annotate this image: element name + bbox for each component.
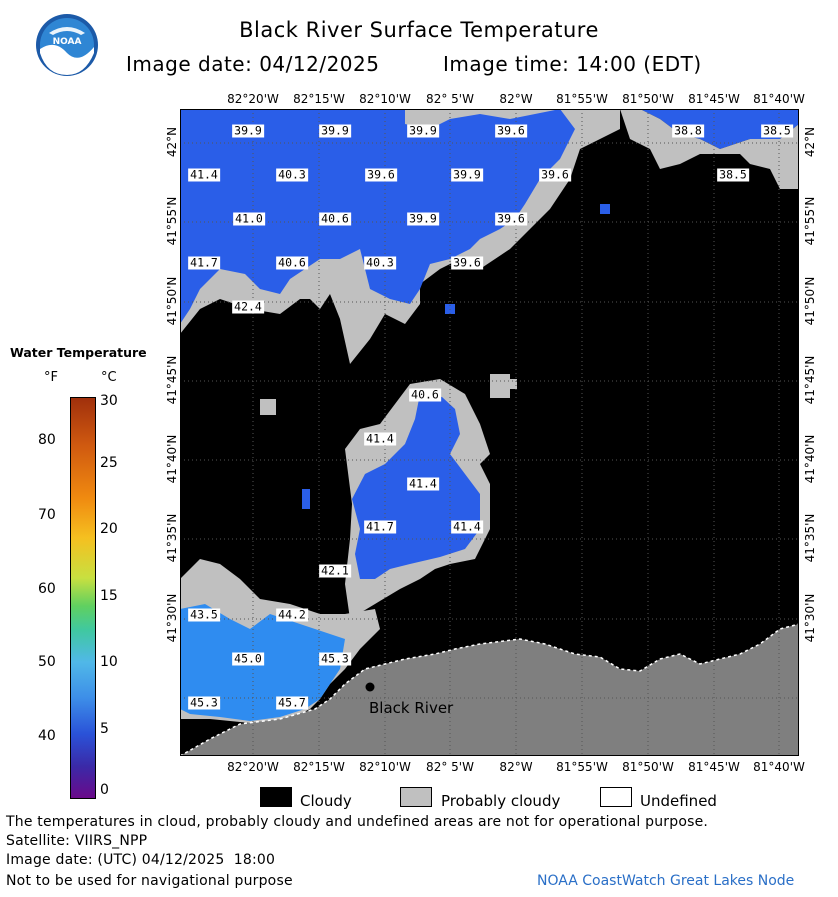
temperature-value: 41.7: [366, 519, 394, 534]
latitude-label: 42°N: [165, 126, 179, 158]
longitude-label: 82°10'W: [359, 760, 411, 774]
legend-c-tick: 5: [100, 721, 109, 737]
temperature-value: 41.4: [366, 431, 394, 446]
legend-f-tick: 40: [38, 728, 56, 744]
map-frame: [180, 109, 799, 756]
legend-c-tick: 15: [100, 588, 118, 604]
longitude-label: 81°45'W: [688, 92, 740, 106]
probably-cloudy-label: Probably cloudy: [441, 792, 561, 810]
longitude-label: 82° 5'W: [426, 760, 474, 774]
temperature-value: 39.9: [321, 123, 349, 138]
latitude-label: 41°45'N: [803, 355, 817, 405]
latitude-label: 42°N: [803, 126, 817, 158]
longitude-label: 82°15'W: [293, 92, 345, 106]
latitude-label: 41°30'N: [803, 593, 817, 643]
longitude-label: 82°W: [499, 92, 533, 106]
longitude-label: 82°10'W: [359, 92, 411, 106]
cloudy-label: Cloudy: [300, 792, 352, 810]
temperature-value: 39.6: [541, 167, 569, 182]
latitude-label: 41°35'N: [803, 513, 817, 563]
legend-unit-f: °F: [44, 370, 58, 385]
legend-f-tick: 50: [38, 654, 56, 670]
temperature-value: 38.8: [674, 123, 702, 138]
temperature-value: 40.3: [366, 255, 394, 270]
cloudy-swatch: [260, 787, 292, 807]
disclaimer-text: The temperatures in cloud, probably cloudy and undefined areas are not for operational purpose.: [6, 814, 709, 830]
temperature-value: 43.5: [190, 607, 218, 622]
longitude-label: 81°50'W: [622, 92, 674, 106]
svg-text:NOAA: NOAA: [52, 37, 82, 47]
latitude-label: 41°40'N: [803, 434, 817, 484]
latitude-label: 41°35'N: [165, 513, 179, 563]
longitude-label: 82°W: [499, 760, 533, 774]
temperature-colorbar: [70, 397, 96, 799]
longitude-label: 82° 5'W: [426, 92, 474, 106]
temperature-value: 42.1: [321, 563, 349, 578]
temperature-value: 39.9: [409, 123, 437, 138]
undefined-swatch: [600, 787, 632, 807]
undefined-label: Undefined: [640, 792, 717, 810]
latitude-label: 41°50'N: [165, 276, 179, 326]
image-time: Image time: 14:00 (EDT): [443, 52, 702, 76]
legend-c-tick: 25: [100, 455, 118, 471]
legend-f-tick: 80: [38, 432, 56, 448]
latitude-label: 41°55'N: [165, 196, 179, 246]
longitude-label: 82°20'W: [227, 760, 279, 774]
temperature-value: 40.6: [321, 211, 349, 226]
temperature-value: 45.7: [278, 695, 306, 710]
longitude-label: 81°45'W: [688, 760, 740, 774]
temperature-value: 40.6: [411, 387, 439, 402]
image-date: Image date: 04/12/2025: [126, 52, 380, 76]
temperature-value: 39.6: [367, 167, 395, 182]
temperature-value: 45.0: [234, 651, 262, 666]
latitude-label: 41°50'N: [803, 276, 817, 326]
temperature-value: 39.9: [453, 167, 481, 182]
longitude-label: 81°55'W: [556, 760, 608, 774]
temperature-value: 39.6: [453, 255, 481, 270]
legend-f-tick: 60: [38, 581, 56, 597]
temperature-value: 44.2: [278, 607, 306, 622]
longitude-label: 81°40'W: [753, 760, 805, 774]
temperature-value: 41.4: [190, 167, 218, 182]
longitude-label: 81°40'W: [753, 92, 805, 106]
black-river-label: Black River: [369, 699, 454, 717]
longitude-label: 81°50'W: [622, 760, 674, 774]
legend-c-tick: 20: [100, 521, 118, 537]
latitude-label: 41°45'N: [165, 355, 179, 405]
longitude-label: 82°15'W: [293, 760, 345, 774]
legend-unit-c: °C: [101, 370, 117, 385]
temperature-value: 41.4: [453, 519, 481, 534]
legend-f-tick: 70: [38, 507, 56, 523]
temperature-value: 45.3: [321, 651, 349, 666]
longitude-label: 82°20'W: [227, 92, 279, 106]
latitude-label: 41°30'N: [165, 593, 179, 643]
latitude-label: 41°40'N: [165, 434, 179, 484]
temperature-value: 40.6: [278, 255, 306, 270]
legend-c-tick: 10: [100, 654, 118, 670]
legend-title: Water Temperature: [10, 345, 147, 360]
temperature-value: 39.9: [409, 211, 437, 226]
page-title: Black River Surface Temperature: [239, 18, 599, 42]
temperature-value: 39.9: [234, 123, 262, 138]
legend-c-tick: 0: [100, 782, 109, 798]
temperature-value: 41.7: [190, 255, 218, 270]
temperature-value: 39.6: [497, 123, 525, 138]
temperature-value: 38.5: [719, 167, 747, 182]
temperature-value: 42.4: [234, 299, 262, 314]
longitude-label: 81°55'W: [556, 92, 608, 106]
credit-text: NOAA CoastWatch Great Lakes Node: [537, 873, 795, 889]
nav-warning-text: Not to be used for navigational purpose: [6, 873, 293, 889]
latitude-label: 41°55'N: [803, 196, 817, 246]
temperature-value: 39.6: [497, 211, 525, 226]
probably-cloudy-swatch: [400, 787, 432, 807]
legend-c-tick: 30: [100, 393, 118, 409]
temperature-value: 40.3: [278, 167, 306, 182]
temperature-value: 41.0: [235, 211, 263, 226]
temperature-value: 45.3: [190, 695, 218, 710]
temperature-value: 38.5: [763, 123, 791, 138]
satellite-text: Satellite: VIIRS_NPP: [6, 833, 148, 849]
utc-date-text: Image date: (UTC) 04/12/2025 18:00: [6, 852, 276, 868]
temperature-value: 41.4: [409, 476, 437, 491]
